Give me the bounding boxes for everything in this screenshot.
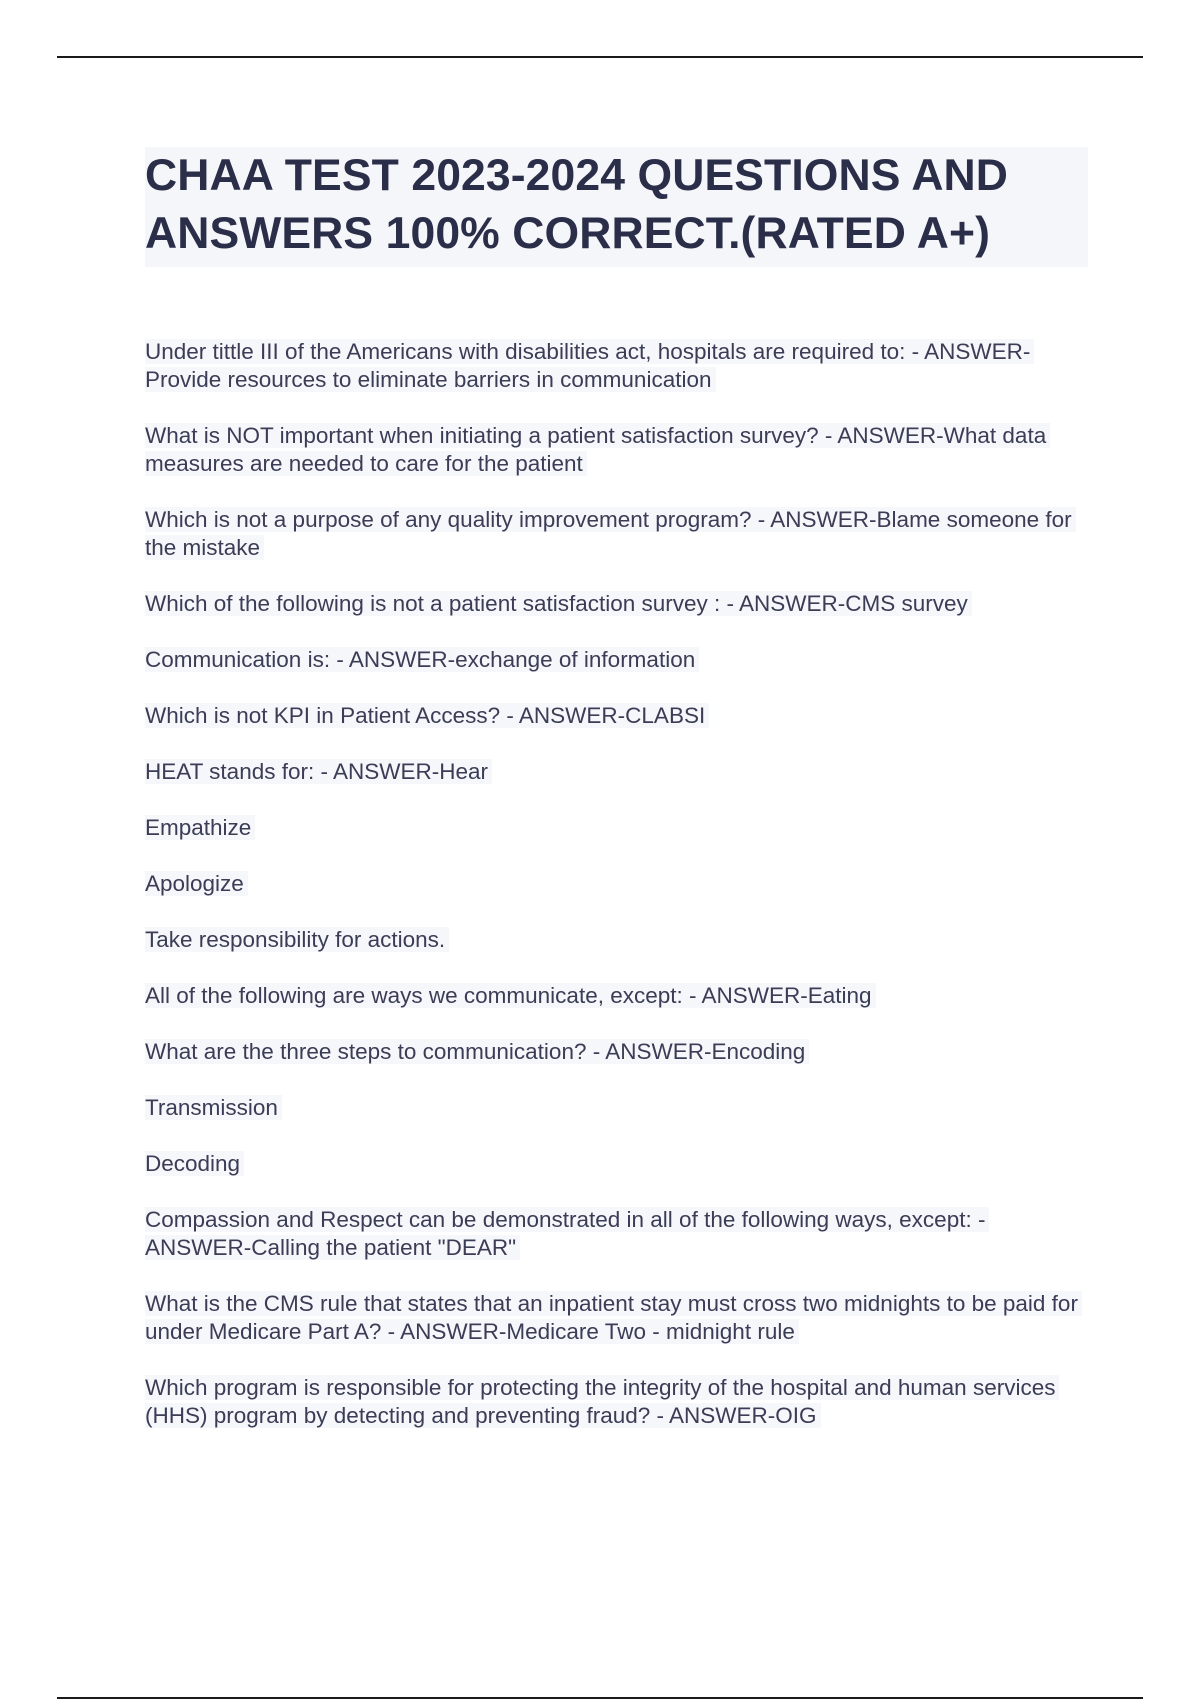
qa-item [145, 1374, 1085, 1430]
qa-item [145, 1206, 1085, 1262]
document-title-block [145, 147, 1088, 267]
qa-item [145, 506, 1085, 562]
qa-text: Empathize [145, 815, 255, 840]
qa-text: Apologize [145, 871, 248, 896]
qa-item [145, 422, 1085, 478]
qa-item [145, 646, 1085, 674]
qa-text: Compassion and Respect can be demonstrated in all of the following ways, except: - ANSWER-Calling the patient "DEAR" [145, 1207, 989, 1260]
qa-text: Transmission [145, 1095, 282, 1120]
qa-text: Which is not a purpose of any quality improvement program? - ANSWER-Blame someone for the mistake [145, 507, 1076, 560]
qa-item [145, 982, 1085, 1010]
qa-item [145, 814, 1085, 842]
qa-item [145, 338, 1085, 394]
qa-item [145, 590, 1085, 618]
qa-item [145, 758, 1085, 786]
qa-text: What is NOT important when initiating a patient satisfaction survey? - ANSWER-What data measures are needed to care for the patient [145, 423, 1050, 476]
qa-item [145, 1038, 1085, 1066]
qa-text: Decoding [145, 1151, 244, 1176]
qa-text: Under tittle III of the Americans with disabilities act, hospitals are required to: - ANSWER-Provide resources to eliminate barriers in communication [145, 339, 1034, 392]
qa-item [145, 1150, 1085, 1178]
qa-item [145, 870, 1085, 898]
qa-text: All of the following are ways we communicate, except: - ANSWER-Eating [145, 983, 876, 1008]
qa-item [145, 926, 1085, 954]
qa-text: Which program is responsible for protecting the integrity of the hospital and human services (HHS) program by detecting and preventing fraud? - ANSWER-OIG [145, 1375, 1059, 1428]
qa-text: What is the CMS rule that states that an inpatient stay must cross two midnights to be paid for under Medicare Part A? - ANSWER-Medicare Two - midnight rule [145, 1291, 1082, 1344]
qa-text: Which of the following is not a patient satisfaction survey : - ANSWER-CMS survey [145, 591, 972, 616]
qa-item [145, 702, 1085, 730]
qa-text: HEAT stands for: - ANSWER-Hear [145, 759, 492, 784]
qa-text: Communication is: - ANSWER-exchange of information [145, 647, 699, 672]
qa-item [145, 1290, 1085, 1346]
qa-item [145, 1094, 1085, 1122]
qa-text: What are the three steps to communication? - ANSWER-Encoding [145, 1039, 809, 1064]
qa-list [145, 338, 1085, 1458]
bottom-divider [57, 1697, 1143, 1699]
document-title: CHAA TEST 2023-2024 QUESTIONS AND ANSWERS 100% CORRECT.(RATED A+) [145, 151, 1009, 258]
qa-text: Which is not KPI in Patient Access? - ANSWER-CLABSI [145, 703, 709, 728]
top-divider [57, 56, 1143, 58]
qa-text: Take responsibility for actions. [145, 927, 449, 952]
